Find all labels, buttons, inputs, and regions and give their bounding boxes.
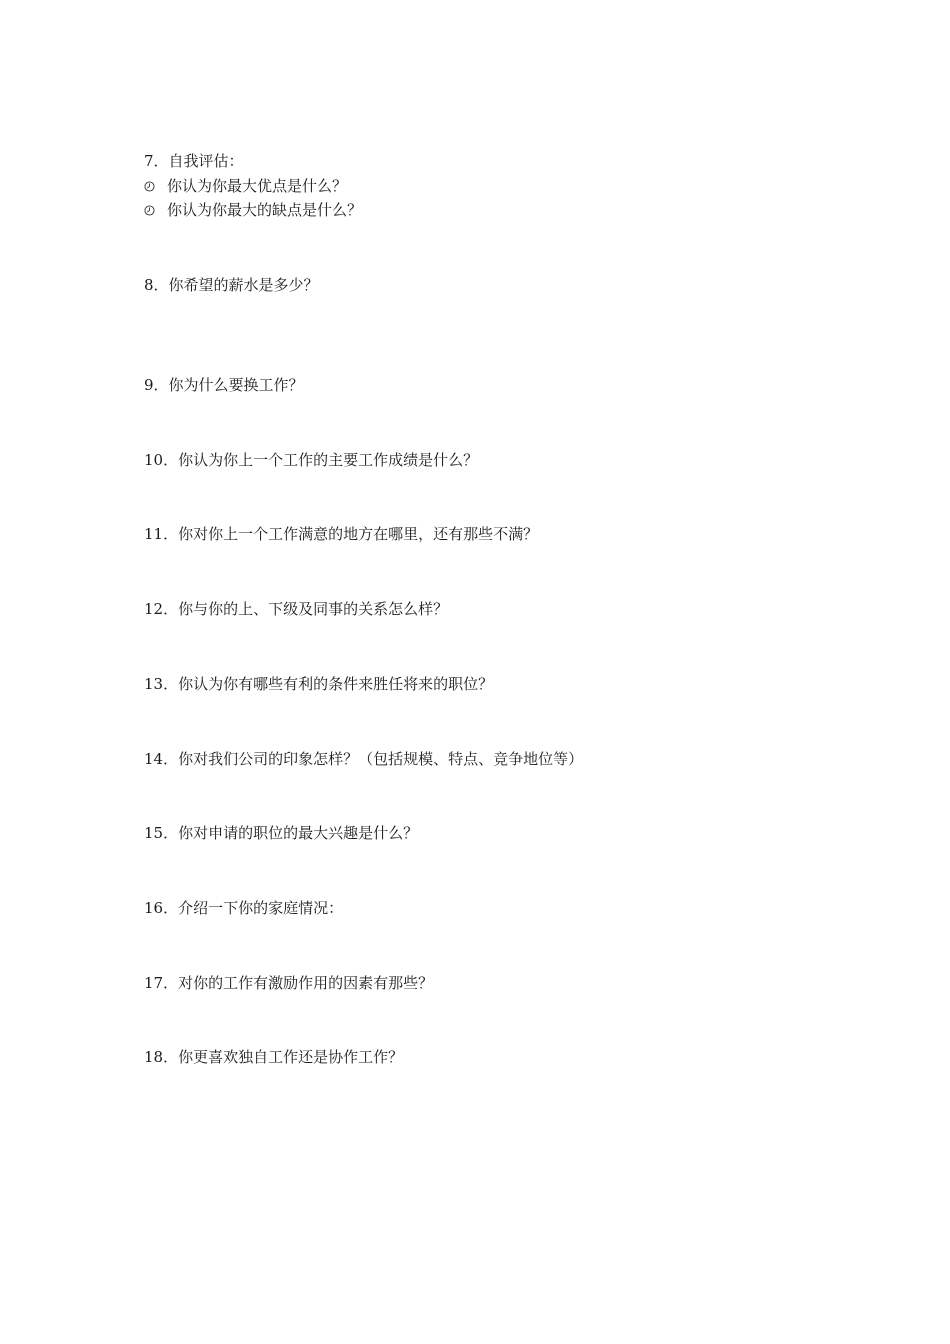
question-7-item-text: 你认为你最大优点是什么？	[167, 177, 348, 195]
question-18: 18．你更喜欢独自工作还是协作工作？	[144, 1048, 404, 1066]
question-13: 13．你认为你有哪些有利的条件来胜任将来的职位？	[144, 675, 494, 693]
question-14: 14．你对我们公司的印象怎样？（包括规模、特点、竞争地位等）	[144, 750, 584, 768]
question-7-item-weakness	[144, 199, 362, 221]
clock-icon	[144, 181, 155, 192]
question-9: 9．你为什么要换工作？	[144, 376, 304, 394]
question-7-item-text: 你认为你最大的缺点是什么？	[167, 201, 363, 219]
question-17: 17．对你的工作有激励作用的因素有那些？	[144, 974, 434, 992]
question-7-item-strength	[144, 175, 347, 197]
clock-icon	[144, 205, 155, 216]
question-7-title: 7．自我评估：	[144, 152, 244, 170]
question-11: 11．你对你上一个工作满意的地方在哪里，还有那些不满？	[144, 525, 539, 543]
question-10: 10．你认为你上一个工作的主要工作成绩是什么？	[144, 451, 479, 469]
question-8: 8．你希望的薪水是多少？	[144, 276, 319, 294]
question-15: 15．你对申请的职位的最大兴趣是什么？	[144, 824, 419, 842]
question-16: 16．介绍一下你的家庭情况：	[144, 899, 344, 917]
question-12: 12．你与你的上、下级及同事的关系怎么样？	[144, 600, 449, 618]
